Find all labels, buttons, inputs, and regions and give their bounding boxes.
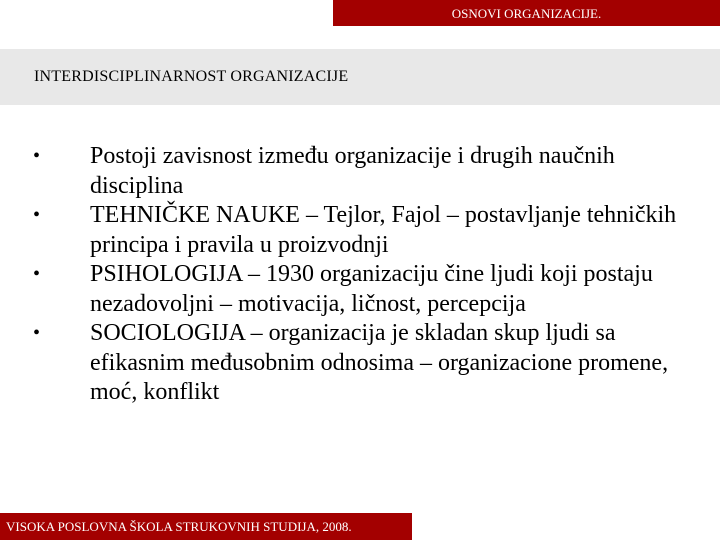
footer-banner [0, 513, 412, 540]
bullet-item [0, 201, 720, 260]
bullet-item [0, 260, 720, 319]
bullet-icon: • [33, 204, 41, 226]
bullet-item [0, 142, 720, 201]
bullet-text: SOCIOLOGIJA – organizacija je skladan skup ljudi sa efikasnim međusobnim odnosima – organizacione promene, moć, konflikt [90, 320, 669, 405]
bullet-text: Postoji zavisnost između organizacije i drugih naučnih disciplina [90, 143, 615, 199]
header-banner [333, 0, 720, 26]
header-banner-text: OSNOVI ORGANIZACIJE. [451, 6, 602, 21]
bullet-item [0, 319, 720, 408]
footer-banner-text: VISOKA POSLOVNA ŠKOLA STRUKOVNIH STUDIJA, 2008. [6, 519, 352, 534]
bullet-icon: • [33, 263, 41, 285]
bullet-list [0, 142, 720, 408]
bullet-text: TEHNIČKE NAUKE – Tejlor, Fajol – postavljanje tehničkih principa i pravila u proizvodnji [90, 202, 677, 258]
bullet-icon: • [33, 145, 41, 167]
bullet-icon: • [33, 322, 41, 344]
bullet-text: PSIHOLOGIJA – 1930 organizaciju čine ljudi koji postaju nezadovoljni – motivacija, ličnost, percepcija [90, 261, 653, 317]
slide-title: INTERDISCIPLINARNOST ORGANIZACIJE [34, 68, 349, 85]
